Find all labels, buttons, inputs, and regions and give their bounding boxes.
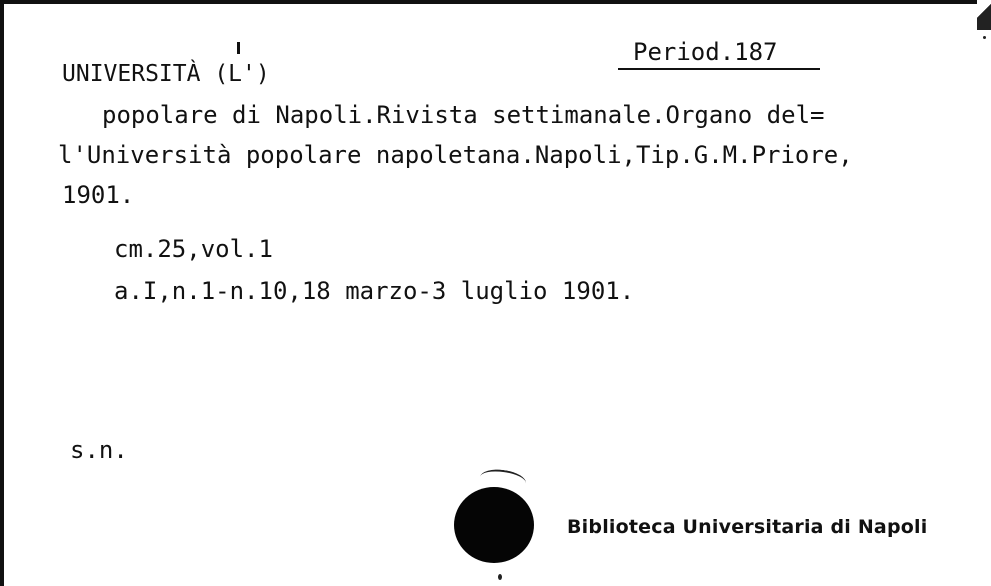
library-seal-icon (454, 487, 534, 563)
shelfmark: Period.187 (633, 38, 778, 66)
ink-speck (983, 36, 986, 39)
description-line-1: popolare di Napoli.Rivista settimanale.Organo del= (102, 101, 825, 129)
library-name: Biblioteca Universitaria di Napoli (567, 516, 928, 538)
sine-nomine-note: s.n. (70, 436, 128, 464)
card-left-edge (0, 0, 4, 586)
description-line-2: l'Università popolare napoletana.Napoli,Tip.G.M.Priore, (58, 141, 853, 169)
card-top-edge (0, 0, 991, 4)
holdings-line: a.I,n.1-n.10,18 marzo-3 luglio 1901. (114, 277, 635, 305)
physical-description: cm.25,vol.1 (114, 235, 273, 263)
ink-speck (498, 574, 502, 580)
shelfmark-underline (618, 68, 820, 70)
card-corner-shadow (977, 0, 991, 30)
accent-mark (237, 42, 240, 54)
card-heading: UNIVERSITÀ (L') (62, 61, 270, 87)
description-line-3: 1901. (62, 181, 135, 209)
